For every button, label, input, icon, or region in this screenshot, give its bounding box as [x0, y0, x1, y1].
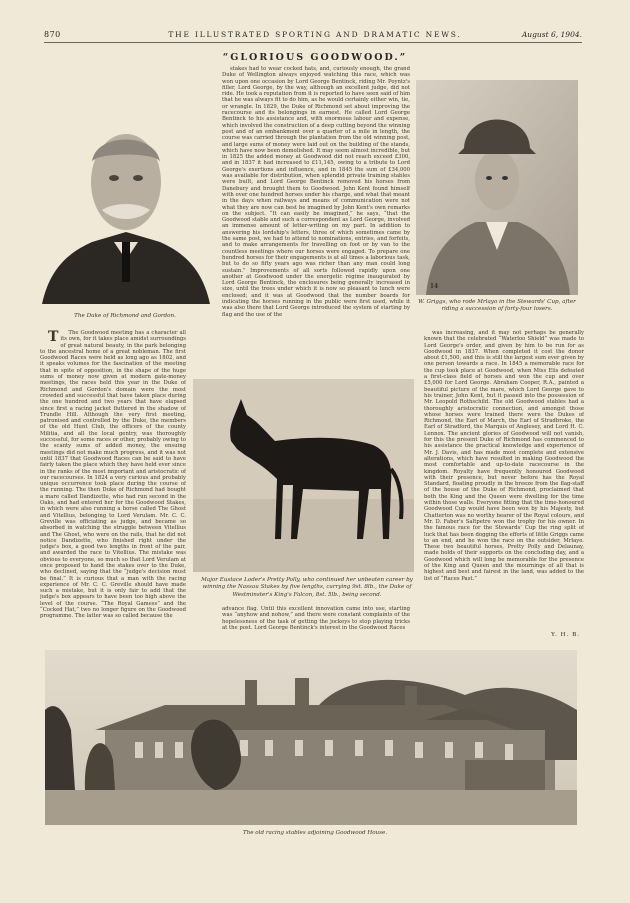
header-rule: [44, 42, 582, 43]
stables-caption: The old racing stables adjoining Goodwood House.: [242, 830, 388, 836]
griggs-caption: W. Griggs, who rode Mrlayo in the Stewards' Cup, after riding a succession of forty-four losers.: [418, 299, 576, 313]
article-column-middle: [222, 66, 410, 376]
publication-title: THE ILLUSTRATED SPORTING AND DRAMATIC NEWS.: [168, 30, 462, 39]
stables-photo: [45, 650, 577, 825]
article-text-middle: stakes had to wear cocked hats, and, curiously enough, the grand Duke of Wellington always enjoyed watching this race, which was won upon one occasion by Lord George Bentinck, riding Mr. Poyntz's filler, Lord George, by the way, although an excellent judge, did not ride. He took a reputation from it is reported to have seen said of him that he was always fit to do him, as he would certainly either win, tie, or wrangle. In 1829, the Duke of Richmond set about improving the racecourse and its belongings in earnest. He called Lord George Bentinck to his assistance and, with enormous labour and expense, which involved the construction of a deep cutting beyond the winning post and of an embankment over a quarter of a mile in length, the course was carried through the plantation from the old winning post, and large sums of money were laid out on the building of the stands, which have now been demolished. It may seem almost incredible, but in 1825 the added money at Goodwood did not reach exceed £300, and in 1837 it had increased to £11,145, owing to a tribute to Lord George's exertions and influence, and in 1845 the sum of £34,000 was available for distribution, when splendid private training stables were built, and Lord George Bentinck removed his horses from Danebury and brought them to Goodwood. John Kent found himself with over one hundred horses under his charge, and what that meant in the days when railways and means of communication were not what they are now can best be imagined by John Kent's own remarks on the subject. “It can easily be imagined,” he says, “that the Goodwood stable and such a correspondent as Lord George, involved an immense amount of letter-writing on my part. In addition to answering his lordship's letters, three of which sometimes came by the same post, we had to attend to nominations, entries, and forfeits, and to make arrangements for travelling on foot or by van to the countless meetings where our horses were engaged. To prepare one hundred horses for their engagements is at all times a laborious task, but to do so fifty years ago was richer than any man could long sustain.” Improvements of all sorts followed rapidly upon one another at Goodwood under the energetic régime inaugurated by Lord George Bentinck, the enclosures being generally increased in size, until the trees under which it is now so pleasant to lunch were enclosed; and it was at Goodwood that the number boards for indicating the horses running in the public were first used, while it was also there that Lord George introduced the system of starting by flag and the use of the: [222, 66, 410, 318]
article-title: “GLORIOUS GOODWOOD.”: [222, 52, 408, 63]
racehorse-photo: [193, 379, 414, 572]
griggs-number: 14: [429, 283, 439, 290]
article-text-middle-lower: advance flag. Until this excellent innovation came into use, starting was “anyhow and nohow,” and there were constant complaints of the hopelessness of the task of getting the jockeys to stop playing tricks at the post. Lord George Bentinck's interest in the Goodwood Races: [222, 606, 410, 631]
author-signature: Y. H. B.: [551, 632, 580, 638]
article-column-right: [424, 330, 584, 630]
article-column-left: [40, 330, 186, 632]
page-number: 870: [44, 30, 61, 39]
duke-caption: The Duke of Richmond and Gordon.: [74, 313, 176, 319]
griggs-portrait: [416, 80, 578, 295]
article-text-right: was increasing, and it may not perhaps be generally known that the celebrated “Waterloo Shield” was made to Lord George's order, and given by him to be run for as Goodwood in 1837. When completed it cost the donor about £1,500, and this is still the largest sum ever given by one person towards a race. In 1845 a memorable race for the cup took place at Goodwood, when Miss Elis defeated a first-class field of horses and won the cup and over £5,000 for Lord George. Abraham Cooper, R.A., painted a beautiful picture of the mare, which Lord George gave to his trainer, John Kent, but it passed into the possession of Mr. Leopold Rothschild. The old Goodwood stables had a thoroughly aristocratic connection, and amongst those whose horses were trained there were the Dukes of Richmond, the Earl of March, the Earl of Stradbroke, the Earl of Stradford, the Marquis of Anglesey, and Lord H. C. Lennox. The ancient glories of Goodwood will not vanish, for this the present Duke of Richmond has commenced to his assistance the practical knowledge and experience of Mr. J. Davis, and has made most complete and extensive alterations, which have resulted in making Goodwood the most comfortable and up-to-date racecourse in the kingdom. Royalty have frequently honoured Goodwood with their presence, but never before has the Royal Standard, floating proudly in the breeze from the flag-staff of the house of the Duke of Richmond, proclaimed that both the King and the Queen were dwelling for the time within those walls. Everyone fitting that the time-honoured Goodwood Cup would have been won by his Majesty, but Chatterton was no worthy bearer of the Royal colours, and Mr. D. Faber's Saltpetre won the trophy for his owner. In the famous race for the Stewards' Cup the ring split of luck that has been dogging the efforts of little Griggs came to an end, and he won the race on the outsider, Mrlayo. These two beautiful horses, Pretty Polly and Delaunay, made holds of their supports on the concluding day, and a Goodwood which will long be memorable for the presence of the King and Queen and the mournings of all that is highest and best and fairest in the land, was added to the list of “Races Past.”: [424, 330, 584, 582]
duke-portrait: [40, 82, 212, 304]
horse-caption: Major Eustace Loder's Pretty Polly, who continued her unbeaten career by winning the Nassau Stakes by five lengths, carrying 9st. 8lb., the Duke of Westminster's King's Falcon, 8st. 5lb., being second.: [201, 577, 413, 598]
drop-cap: T: [48, 330, 59, 345]
article-text-left: The Goodwood meeting has a character all its own, for it takes place amidst surroundings of great natural beauty, in the park belonging to the ancestral home of a great nobleman. The first Goodwood Races were held as long ago as 1802, and it speaks volumes for the fascination of the meeting that in spite of opposition, in the shape of the huge sums of money now given at modern gate-money meetings, the races held this year in the Duke of Richmond and Gordon's domain were the most crowded and successful that have taken place during the one hundred and two years that have elapsed since first a racing jacket fluttered in the shadow of Trundle Hill. Although the very first meeting, patronised and controlled by the Duke, the members of the old Hunt Club, the officers of the county Militia, and all the local gentry, was thoroughly successful, for some races or other, probably owing to the scanty sums of added money, the ensuing meetings did not make much progress, and it was not until 1837 that Goodwood Races can be said to have fairly taken the place which they have held ever since in the ranks of the most important and aristocratic of our racecourses. In 1824 a very curious and probably unique occurrence took place during the course of the running. The then Duke of Richmond had bought a mare called Dandizette, who had run second in the Oaks, and had entered her for the Goodwood Stakes, in which were also running a horse called The Ghost and Vitellius, belonging to Lord Verulam. Mr. C. C. Greville was officiating as judge, and became so absorbed in watching the struggle between Vitellius and The Ghost, who were on the rails, that he did not notice Dandizette, who finished right under the judge's box, a good two lengths in front of the pair, and awarded the race to Vitellius. The mistake was obvious to everyone, so much so that Lord Verulam at once proposed to hand the stakes over to the Duke, who declined, saying that the “judge's decision must be final.” It is curious that a man with the racing experience of Mr. C. C. Greville should have made such a mistake, but it is only fair to add that the judge's box appears to have been too high above the level of the course. “The Royal Gamess” and the “Cocked Hat,” two no longer figure on the Goodwood programme. The latter was so called because the: [40, 330, 186, 620]
article-column-middle-lower: [222, 606, 410, 642]
issue-date: August 6, 1904.: [521, 30, 582, 39]
